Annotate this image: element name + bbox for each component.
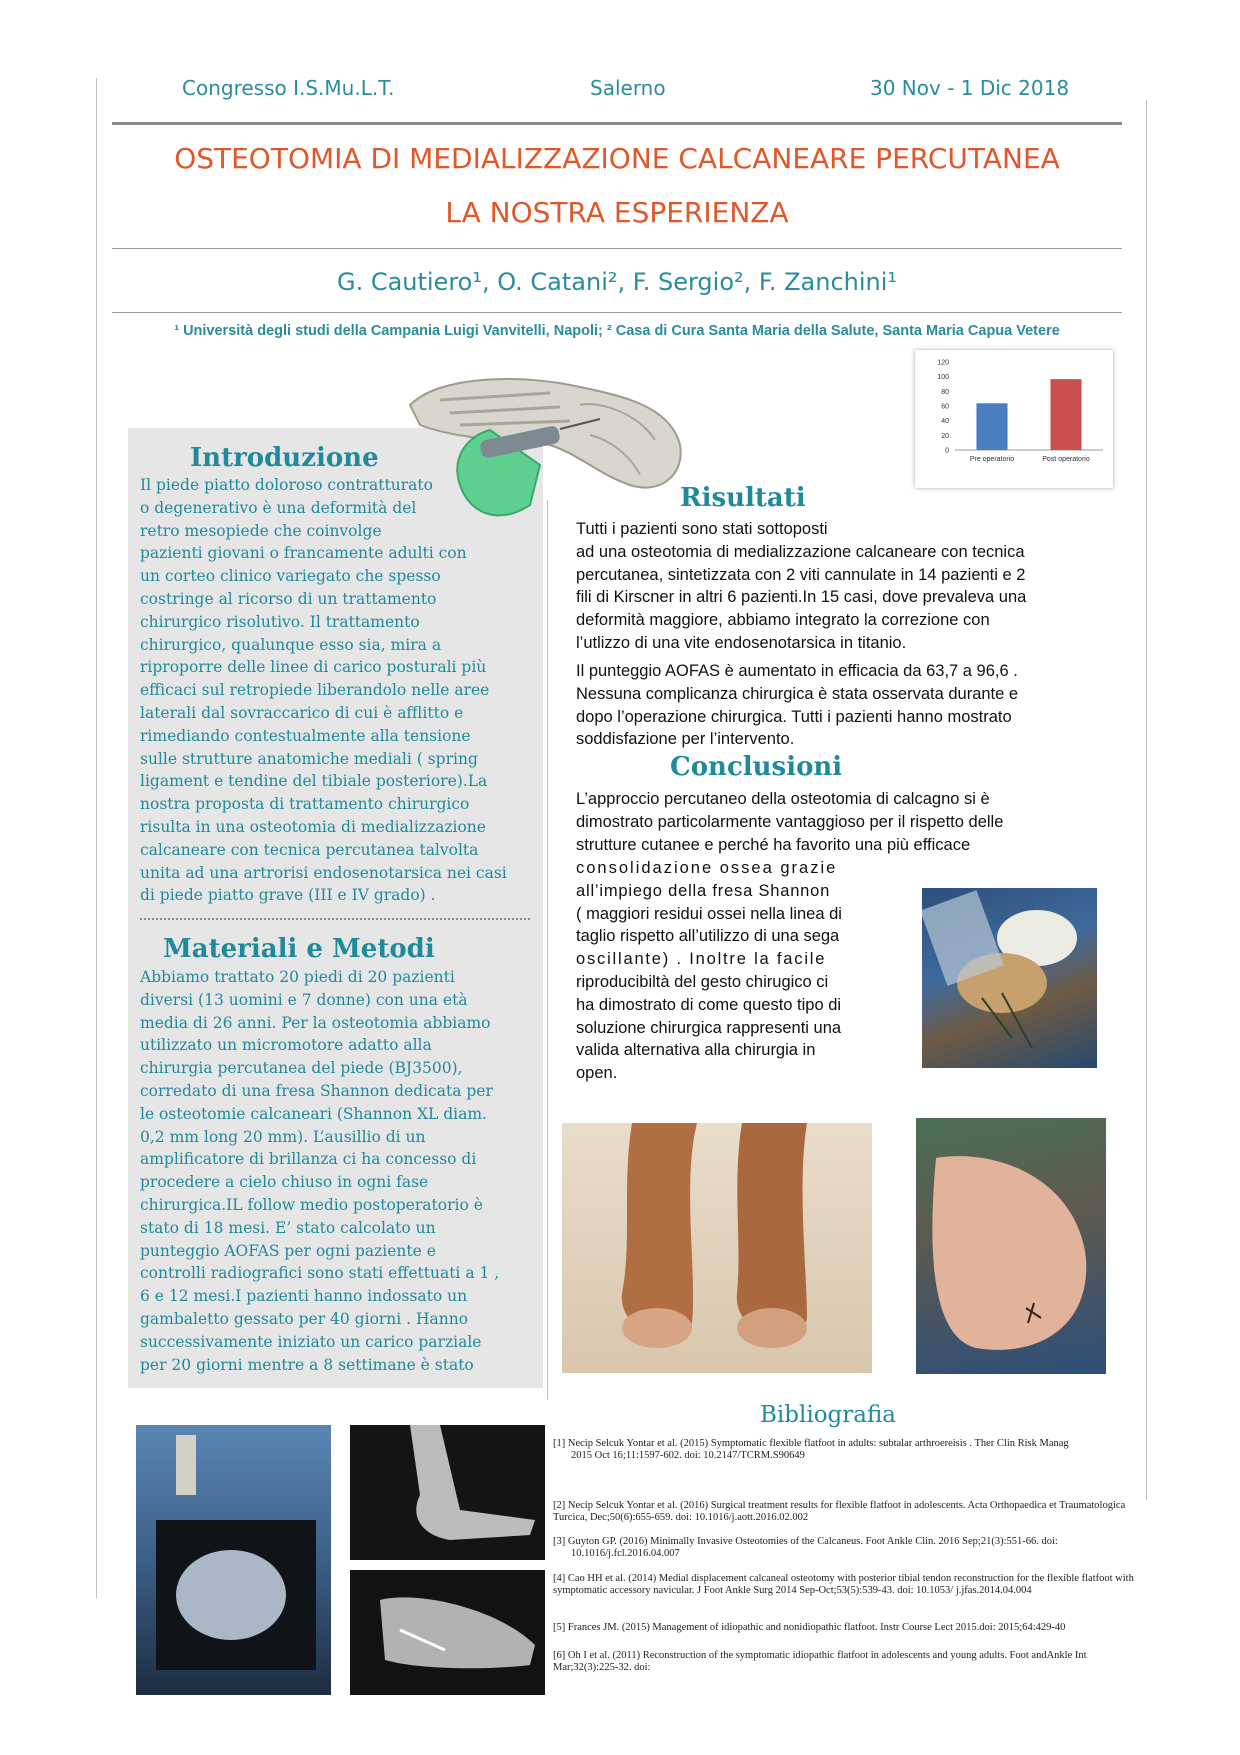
aofas-bar-chart [915,350,1113,488]
congress-date: 30 Nov - 1 Dic 2018 [870,76,1070,100]
reference-3 [553,1536,1153,1560]
risultati-line: Nessuna complicanza chirurgica è stata osservata durante e [576,684,1019,703]
materiali-line: 6 e 12 mesi.I pazienti hanno indossato un [140,1287,468,1306]
conclusioni-line: open. [576,1064,618,1083]
risultati-heading: Risultati [680,483,806,513]
materiali-line: punteggio AOFAS per ogni paziente e [140,1241,436,1260]
y-tick-label: 60 [941,403,949,411]
materiali-text [140,966,540,1376]
header-rule [112,122,1122,125]
reference-text: 2015 Oct 16;11:1597-602. doi: 10.2147/TCRM.S90649 [571,1450,805,1461]
bar [976,403,1007,450]
risultati-text-2 [576,660,1116,751]
materiali-line: stato di 18 mesi. E’ stato calcolato un [140,1218,436,1237]
materiali-line: Abbiamo trattato 20 piedi di 20 pazienti [140,968,455,986]
congress-name: Congresso I.S.Mu.L.T. [182,76,395,100]
intro-line: laterali dal sovraccarico di cui è afflitto e [140,703,464,722]
intro-line: ligament e tendine del tibiale posteriore).La [140,772,488,791]
intro-line: rimediando contestualmente alla tensione [140,726,471,745]
reference-4 [553,1573,1153,1597]
intro-line: retro mesopiede che coinvolge [140,521,382,540]
intro-line: unita ad una artrorisi endosenotarsica nei casi [140,863,507,882]
x-tick-label: Pre operatorio [969,456,1015,463]
surgery-photo-illustration [922,888,1097,1068]
materiali-line: per 20 giorni mentre a 8 settimane è stato [140,1355,474,1374]
intro-line: un corteo clinico variegato che spesso [140,567,441,586]
materiali-line: gambaletto gessato per 40 giorni . Hanno [140,1309,469,1328]
risultati-line: percutanea, sintetizzata con 2 viti cannulate in 14 pazienti e 2 [576,565,1026,584]
conclusioni-line: soluzione chirurgica rappresenti una [576,1018,842,1037]
introduzione-text [140,474,540,907]
conclusioni-line: L’approccio percutaneo della osteotomia di calcagno si è [576,790,990,808]
reference-text: [6] Oh I et al. (2011) Reconstruction of the symptomatic idiopathic flatfoot in adolescents and young adults. Foot andAnkle Int Mar;32(3):225-32. doi: [553,1650,1087,1673]
intro-line: Il piede piatto doloroso contratturato [140,476,433,494]
materiali-line: media di 26 anni. Per la osteotomia abbiamo [140,1013,491,1032]
y-tick-label: 120 [937,359,949,367]
authors: G. Cautiero¹, O. Catani², F. Sergio², F. Zanchini¹ [336,268,898,296]
intro-line: riproporre delle linee di carico posturali più [140,658,487,677]
left-margin-line [96,78,97,1598]
conclusioni-text [576,788,1106,856]
feet-standing-photo [562,1123,872,1373]
risultati-line: dopo l’operazione chirurgica. Tutti i pazienti hanno mostrato [576,707,1012,726]
reference-text: [1] Necip Selcuk Yontar et al. (2015) Symptomatic flexible flatfoot in adults: subtalar arthroereisis . Ther Clin Risk Manag [553,1438,1069,1449]
materiali-line: successivamente iniziato un carico parziale [140,1332,482,1351]
intro-line: o degenerativo è una deformità del [140,498,417,517]
title-rule [112,248,1122,249]
risultati-text [576,518,1116,655]
risultati-line: deformità maggiore, abbiamo integrato la correzione con [576,611,990,630]
risultati-line: ad una osteotomia di medializzazione calcaneare con tecnica [576,542,1025,561]
heel-scar-photo [916,1118,1106,1374]
materiali-line: chirurgia percutanea del piede (BJ3500), [140,1059,463,1078]
column-divider [547,500,548,1400]
surgery-photo [922,888,1097,1068]
bibliografia-heading: Bibliografia [760,1402,897,1428]
affiliations: ¹ Università degli studi della Campania Luigi Vanvitelli, Napoli; ² Casa di Cura Santa Maria della Salute, Santa Maria Capua Vetere [174,323,1060,339]
intro-line: chirurgico, qualunque esso sia, mira a [140,635,442,654]
xray-lateral-photo [350,1425,545,1560]
y-tick-label: 40 [941,418,949,426]
conclusioni-line: strutture cutanee e perché ha favorito una più efficace [576,835,971,854]
conclusioni-line: ( maggiori residui ossei nella linea di [576,904,842,923]
authors-rule [112,312,1122,313]
reference-1 [553,1438,1153,1462]
section-divider-dotted [140,918,530,920]
risultati-line: Tutti i pazienti sono stati sottoposti [576,520,828,538]
intro-line: di piede piatto grave (III e IV grado) . [140,886,436,905]
bar [1050,379,1081,450]
conclusioni-line: all’impiego della fresa Shannon [576,881,831,900]
conclusioni-line: consolidazione ossea grazie [576,859,838,877]
y-tick-label: 80 [941,388,949,396]
materiali-line: 0,2 mm long 20 mm). L’ausillio di un [140,1127,426,1146]
feet-standing-illustration [562,1123,872,1373]
y-tick-label: 0 [945,447,949,455]
y-tick-label: 100 [937,374,949,382]
intro-line: pazienti giovani o francamente adulti con [140,544,467,563]
fluoroscopy-illustration [136,1425,331,1695]
conclusioni-line: oscillante) . Inoltre la facile [576,950,827,969]
reference-5 [553,1622,1153,1634]
y-tick-label: 20 [941,432,949,440]
aofas-chart [915,350,1113,488]
reference-2 [553,1500,1153,1524]
reference-6 [553,1650,1153,1674]
materiali-heading: Materiali e Metodi [163,934,435,964]
risultati-line: soddisfazione per l’intervento. [576,730,795,749]
heel-scar-illustration [916,1118,1106,1374]
intro-line: risulta in una osteotomia di medializzazione [140,817,486,836]
risultati-line: fili di Kirscner in altri 6 pazienti.In 15 casi, dove prevaleva una [576,588,1027,607]
intro-line: chirurgico risolutivo. Il trattamento [140,612,420,631]
intro-line: sulle strutture anatomiche mediali ( spring [140,749,478,768]
intro-line: efficaci sul retropiede liberandolo nelle aree [140,681,490,700]
intro-line: calcaneare con tecnica percutanea talvolta [140,840,479,859]
materiali-line: le osteotomie calcaneari (Shannon XL diam. [140,1104,487,1123]
intraop-fluoroscopy-photo [136,1425,331,1695]
reference-text: [5] Frances JM. (2015) Management of idiopathic and nonidiopathic flatfoot. Instr Course Lect 2015.doi: 2015;64:429-40 [553,1622,1066,1633]
materiali-line: diversi (13 uomini e 7 donne) con una età [140,990,468,1009]
poster-title-line1: OSTEOTOMIA DI MEDIALIZZAZIONE CALCANEARE PERCUTANEA [174,142,1060,175]
materiali-line: utilizzato un micromotore adatto alla [140,1036,432,1055]
congress-location: Salerno [590,76,666,100]
risultati-line: Il punteggio AOFAS è aumentato in efficacia da 63,7 a 96,6 . [576,662,1018,680]
materiali-line: controlli radiografici sono stati effettuati a 1 , [140,1264,500,1283]
materiali-line: corredato di una fresa Shannon dedicata per [140,1081,493,1100]
conclusioni-line: riproducibiltà del gesto chirugico ci [576,972,829,991]
materiali-line: procedere a cielo chiuso in ogni fase [140,1173,429,1192]
conclusioni-text-narrow [576,857,886,1085]
conclusioni-line: taglio rispetto all’utilizzo di una sega [576,927,840,946]
intro-line: costringe al ricorso di un trattamento [140,589,437,608]
x-tick-label: Post operatorio [1042,456,1090,463]
reference-text: [2] Necip Selcuk Yontar et al. (2016) Surgical treatment results for flexible flatfoot in adolescents. Acta Orthopaedica et Traumatologica Turcica, Dec;50(6):655-659. doi: 10.1016/j.aott.2016.02.002 [553,1500,1126,1523]
conclusioni-line: dimostrato particolarmente vantaggioso per il rispetto delle [576,812,1004,831]
reference-text: [3] Guyton GP. (2016) Minimally Invasive Osteotomies of the Calcaneus. Foot Ankle Clin. 2016 Sep;21(3):551-66. doi: [553,1536,1058,1547]
materiali-line: amplificatore di brillanza ci ha concesso di [140,1150,477,1169]
conclusioni-heading: Conclusioni [670,752,843,782]
reference-text: [4] Cao HH et al. (2014) Medial displacement calcaneal osteotomy with posterior tibial tendon reconstruction for the flexible flatfoot with symptomatic accessory navicular. J Foot Ankle Surg 2014 Sep-Oct;53(5):539-43. doi: 10.1053/ j.jfas.2014.04.004 [553,1573,1134,1596]
introduzione-heading: Introduzione [190,443,379,473]
right-margin-line [1146,100,1147,1500]
risultati-line: l’utlizzo di una vite endosenotarsica in titanio. [576,633,907,652]
conclusioni-line: valida alternativa alla chirurgia in [576,1041,816,1060]
poster-title-line2: LA NOSTRA ESPERIENZA [445,196,789,229]
xray-lateral-illustration [350,1425,545,1560]
xray-postop-photo [350,1570,545,1695]
intro-line: nostra proposta di trattamento chirurgico [140,795,470,814]
materiali-line: chirurgica.IL follow medio postoperatorio è [140,1195,483,1214]
xray-postop-illustration [350,1570,545,1695]
reference-text: 10.1016/j.fcl.2016.04.007 [571,1548,680,1559]
conclusioni-line: ha dimostrato di come questo tipo di [576,995,842,1014]
